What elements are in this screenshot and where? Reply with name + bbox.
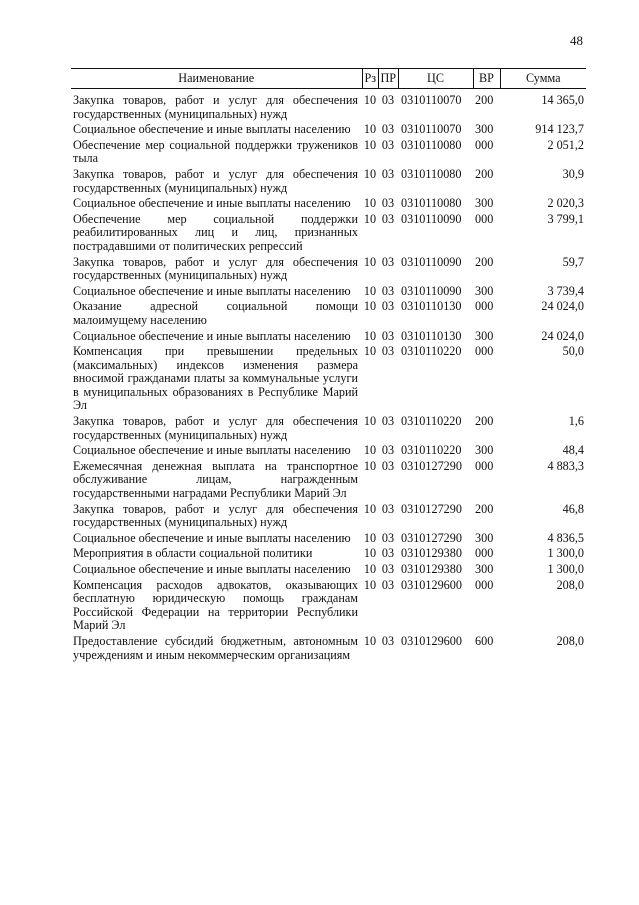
table-row bbox=[71, 444, 586, 460]
row-sum: 24 024,0 bbox=[541, 299, 584, 314]
row-cs: 0310110080 bbox=[401, 196, 462, 211]
row-pr: 03 bbox=[381, 328, 395, 343]
row-rz: 10 bbox=[363, 546, 377, 561]
header-sum: Сумма bbox=[500, 69, 586, 89]
row-vr: 300 bbox=[475, 283, 494, 298]
row-rz: 10 bbox=[363, 443, 377, 458]
header-pr: ПР bbox=[378, 69, 398, 89]
row-sum: 3 739,4 bbox=[547, 283, 584, 298]
row-name: Обеспечение мер социальной поддержки тружеников тыла bbox=[73, 137, 358, 166]
row-cs: 0310110070 bbox=[401, 93, 462, 107]
table-row bbox=[71, 123, 586, 139]
row-vr: 200 bbox=[475, 414, 494, 429]
table-row bbox=[71, 197, 586, 213]
row-vr: 300 bbox=[475, 530, 494, 545]
row-cs: 0310127290 bbox=[401, 501, 462, 516]
row-pr: 03 bbox=[381, 633, 395, 648]
row-pr: 03 bbox=[381, 254, 395, 269]
row-vr: 300 bbox=[475, 443, 494, 458]
row-rz: 10 bbox=[363, 530, 377, 545]
row-rz: 10 bbox=[363, 211, 377, 226]
row-name: Социальное обеспечение и иные выплаты населению bbox=[73, 283, 351, 298]
row-pr: 03 bbox=[381, 196, 395, 211]
row-cs: 0310129600 bbox=[401, 633, 462, 648]
row-cs: 0310129600 bbox=[401, 577, 462, 592]
row-rz: 10 bbox=[363, 93, 377, 107]
header-rz: Рз bbox=[362, 69, 378, 89]
page-number: 48 bbox=[570, 33, 583, 48]
row-name: Закупка товаров, работ и услуг для обеспечения государственных (муниципальных) нужд bbox=[73, 254, 358, 283]
row-sum: 30,9 bbox=[562, 166, 584, 181]
table-row bbox=[71, 635, 586, 664]
row-sum: 208,0 bbox=[556, 633, 584, 648]
row-sum: 914 123,7 bbox=[535, 122, 584, 137]
row-sum: 3 799,1 bbox=[547, 211, 584, 226]
row-vr: 000 bbox=[475, 546, 494, 561]
row-pr: 03 bbox=[381, 458, 395, 473]
row-vr: 600 bbox=[475, 633, 494, 648]
table-row bbox=[71, 345, 586, 415]
row-name: Мероприятия в области социальной политики bbox=[73, 546, 313, 561]
table-row bbox=[71, 256, 586, 285]
row-cs: 0310110130 bbox=[401, 299, 462, 314]
row-vr: 300 bbox=[475, 196, 494, 211]
row-rz: 10 bbox=[363, 137, 377, 152]
row-name: Социальное обеспечение и иные выплаты населению bbox=[73, 562, 351, 576]
row-name: Закупка товаров, работ и услуг для обеспечения государственных (муниципальных) нужд bbox=[73, 501, 358, 530]
row-sum: 2 020,3 bbox=[547, 196, 584, 211]
row-vr: 200 bbox=[475, 93, 494, 107]
row-vr: 000 bbox=[475, 137, 494, 152]
row-name: Закупка товаров, работ и услуг для обеспечения государственных (муниципальных) нужд bbox=[73, 414, 358, 442]
table-row bbox=[71, 330, 586, 346]
row-rz: 10 bbox=[363, 283, 377, 298]
row-rz: 10 bbox=[363, 633, 377, 648]
row-cs: 0310110080 bbox=[401, 137, 462, 152]
row-pr: 03 bbox=[381, 166, 395, 181]
row-name: Социальное обеспечение и иные выплаты населению bbox=[73, 443, 351, 458]
row-cs: 0310127290 bbox=[401, 458, 462, 473]
row-cs: 0310110220 bbox=[401, 344, 462, 359]
row-rz: 10 bbox=[363, 458, 377, 473]
row-name: Ежемесячная денежная выплата на транспортное обслуживание лицам, награжденным государственными наградами Республики Марий Эл bbox=[73, 458, 358, 501]
row-sum: 2 051,2 bbox=[547, 137, 584, 152]
row-name: Социальное обеспечение и иные выплаты населению bbox=[73, 530, 351, 545]
row-sum: 208,0 bbox=[556, 577, 584, 592]
row-rz: 10 bbox=[363, 328, 377, 343]
row-name: Компенсация при превышении предельных (максимальных) индексов изменения размера вносимой гражданами платы за коммунальные услуги в муниципальных образованиях в Республике Марий Эл bbox=[73, 344, 358, 413]
row-vr: 200 bbox=[475, 501, 494, 516]
table-row bbox=[71, 532, 586, 548]
row-cs: 0310110080 bbox=[401, 166, 462, 181]
row-rz: 10 bbox=[363, 299, 377, 314]
table-body bbox=[71, 89, 586, 665]
table-row bbox=[71, 415, 586, 444]
row-vr: 000 bbox=[475, 577, 494, 592]
row-vr: 000 bbox=[475, 344, 494, 359]
row-pr: 03 bbox=[381, 414, 395, 429]
row-rz: 10 bbox=[363, 562, 377, 576]
row-cs: 0310110070 bbox=[401, 122, 462, 137]
row-sum: 48,4 bbox=[562, 443, 584, 458]
row-cs: 0310129380 bbox=[401, 562, 462, 576]
row-vr: 000 bbox=[475, 458, 494, 473]
row-cs: 0310110220 bbox=[401, 443, 462, 458]
row-sum: 4 883,3 bbox=[547, 458, 584, 473]
row-vr: 000 bbox=[475, 211, 494, 226]
table-row bbox=[71, 168, 586, 197]
row-pr: 03 bbox=[381, 93, 395, 107]
row-pr: 03 bbox=[381, 122, 395, 137]
row-pr: 03 bbox=[381, 299, 395, 314]
row-vr: 000 bbox=[475, 299, 494, 314]
row-vr: 200 bbox=[475, 254, 494, 269]
row-sum: 1 300,0 bbox=[547, 562, 584, 576]
row-cs: 0310110090 bbox=[401, 254, 462, 269]
row-sum: 24 024,0 bbox=[541, 328, 584, 343]
row-pr: 03 bbox=[381, 137, 395, 152]
row-rz: 10 bbox=[363, 501, 377, 516]
row-name: Обеспечение мер социальной поддержки реабилитированных лиц и лиц, признанных пострадавшими от политических репрессий bbox=[73, 211, 358, 253]
row-cs: 0310127290 bbox=[401, 530, 462, 545]
row-rz: 10 bbox=[363, 414, 377, 429]
row-sum: 4 836,5 bbox=[547, 530, 584, 545]
row-cs: 0310129380 bbox=[401, 546, 462, 561]
row-sum: 1,6 bbox=[568, 414, 584, 429]
header-vr: ВР bbox=[473, 69, 500, 89]
row-name: Социальное обеспечение и иные выплаты населению bbox=[73, 196, 351, 211]
row-rz: 10 bbox=[363, 166, 377, 181]
row-sum: 46,8 bbox=[562, 501, 584, 516]
row-pr: 03 bbox=[381, 546, 395, 561]
row-sum: 50,0 bbox=[562, 344, 584, 359]
row-pr: 03 bbox=[381, 501, 395, 516]
header-name: Наименование bbox=[71, 69, 362, 89]
row-rz: 10 bbox=[363, 344, 377, 359]
row-sum: 14 365,0 bbox=[541, 93, 584, 107]
row-pr: 03 bbox=[381, 443, 395, 458]
table-row bbox=[71, 460, 586, 503]
row-name: Оказание адресной социальной помощи малоимущему населению bbox=[73, 299, 358, 327]
row-vr: 300 bbox=[475, 122, 494, 137]
row-pr: 03 bbox=[381, 283, 395, 298]
row-name: Закупка товаров, работ и услуг для обеспечения государственных (муниципальных) нужд bbox=[73, 93, 358, 121]
row-sum: 1 300,0 bbox=[547, 546, 584, 561]
table-row bbox=[71, 139, 586, 168]
budget-table bbox=[71, 68, 586, 664]
row-rz: 10 bbox=[363, 254, 377, 269]
row-pr: 03 bbox=[381, 211, 395, 226]
table-row bbox=[71, 300, 586, 329]
row-name: Социальное обеспечение и иные выплаты населению bbox=[73, 328, 351, 343]
row-cs: 0310110130 bbox=[401, 328, 462, 343]
row-name: Предоставление субсидий бюджетным, автономным учреждениям и иным некоммерческим организациям bbox=[73, 633, 358, 662]
row-rz: 10 bbox=[363, 122, 377, 137]
row-name: Закупка товаров, работ и услуг для обеспечения государственных (муниципальных) нужд bbox=[73, 166, 358, 195]
row-rz: 10 bbox=[363, 196, 377, 211]
row-vr: 300 bbox=[475, 562, 494, 576]
row-vr: 200 bbox=[475, 166, 494, 181]
row-pr: 03 bbox=[381, 562, 395, 576]
row-cs: 0310110220 bbox=[401, 414, 462, 429]
table-row bbox=[71, 563, 586, 579]
row-name: Социальное обеспечение и иные выплаты населению bbox=[73, 122, 351, 137]
table-row bbox=[71, 503, 586, 532]
row-name: Компенсация расходов адвокатов, оказывающих бесплатную юридическую помощь гражданам Российской Федерации на территории Республики Марий Эл bbox=[73, 577, 358, 633]
header-cs: ЦС bbox=[398, 69, 473, 89]
table-row bbox=[71, 579, 586, 635]
table-header bbox=[71, 69, 586, 89]
row-pr: 03 bbox=[381, 530, 395, 545]
row-cs: 0310110090 bbox=[401, 211, 462, 226]
row-pr: 03 bbox=[381, 577, 395, 592]
row-pr: 03 bbox=[381, 344, 395, 359]
row-vr: 300 bbox=[475, 328, 494, 343]
row-cs: 0310110090 bbox=[401, 283, 462, 298]
table-row bbox=[71, 89, 586, 124]
row-rz: 10 bbox=[363, 577, 377, 592]
table-row bbox=[71, 285, 586, 301]
table-row bbox=[71, 547, 586, 563]
row-sum: 59,7 bbox=[562, 254, 584, 269]
table-row bbox=[71, 213, 586, 256]
